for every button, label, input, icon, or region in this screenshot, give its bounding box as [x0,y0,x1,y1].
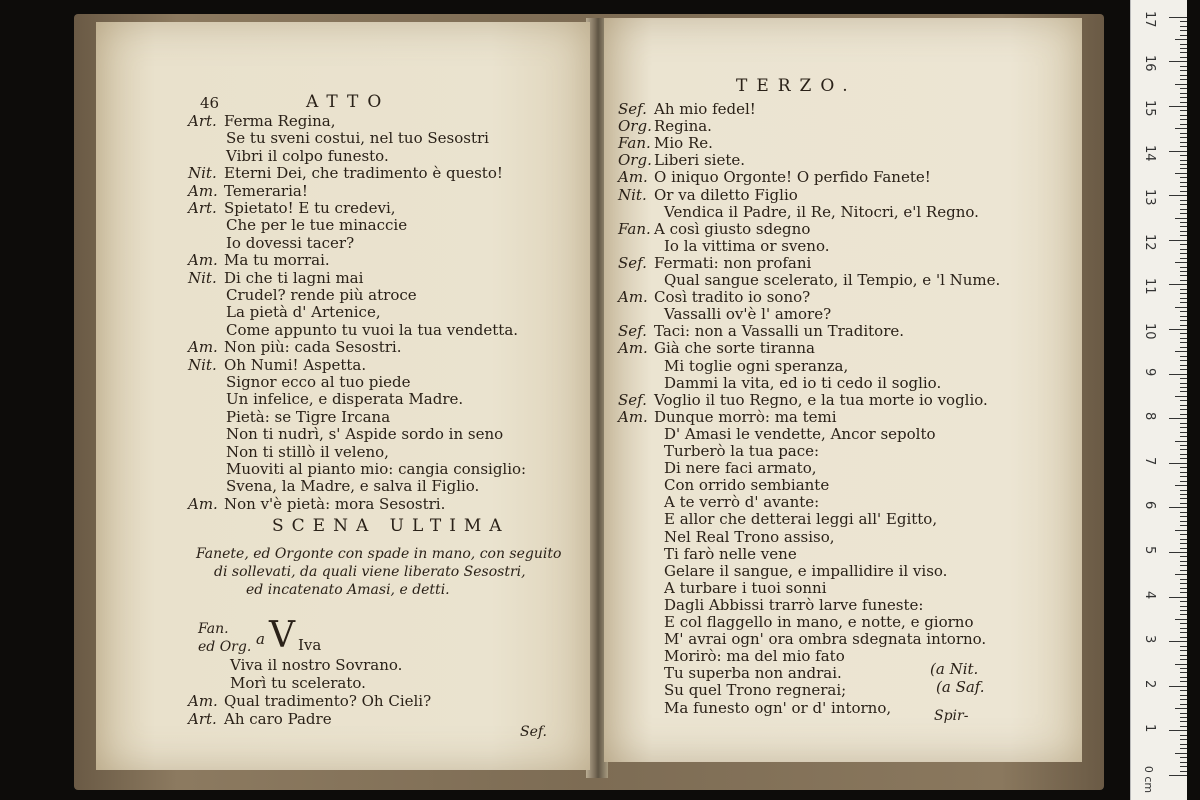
ruler-tick [1180,267,1187,268]
ruler-tick [1175,574,1187,575]
verse-line: Ferma Regina, [224,112,336,130]
ruler-tick [1180,30,1187,31]
ruler-tick [1180,137,1187,138]
verse-line: Ti farò nelle vene [664,544,797,563]
ruler-tick [1180,476,1187,477]
ruler-tick [1180,26,1187,27]
ruler-tick [1180,391,1187,392]
ruler-tick [1180,133,1187,134]
ruler-tick [1180,293,1187,294]
ruler-tick [1180,561,1187,562]
ruler-tick [1180,222,1187,223]
ruler-tick [1180,289,1187,290]
ruler-tick [1180,614,1187,615]
verse-line: Di che ti lagni mai [224,268,364,287]
verse-line: Iva [298,636,322,654]
ruler-number: 8 [1142,412,1157,421]
scene-description-line: di sollevati, da quali viene liberato Sesostri, [214,564,526,580]
ruler-tick [1169,730,1187,731]
ruler-tick [1175,351,1187,352]
ruler-tick [1180,695,1187,696]
ruler-tick [1180,93,1187,94]
ruler-tick [1180,556,1187,557]
verse-line: Pietà: se Tigre Ircana [226,407,391,426]
speaker-label: Nit. [618,185,647,204]
verse-line: Come appunto tu vuoi la tua vendetta. [226,320,519,339]
speaker-label: Sef. [618,253,647,272]
ruler-tick [1169,507,1187,508]
verse-line: La pietà d' Artenice, [226,303,381,322]
ruler-number: 1 [1142,724,1157,733]
ruler-tick [1180,588,1187,589]
verse-line: Se tu sveni costui, nel tuo Sesostri [226,129,489,148]
ruler-tick [1180,66,1187,67]
ruler-tick [1180,739,1187,740]
ruler-tick [1180,320,1187,321]
ruler-tick [1169,418,1187,419]
ruler-tick [1180,164,1187,165]
ruler-tick [1175,753,1187,754]
ruler-tick [1180,748,1187,749]
ruler-tick [1175,173,1187,174]
ruler-tick [1180,717,1187,718]
verse-line: Or va diletto Figlio [654,185,798,204]
ruler-tick [1180,494,1187,495]
ruler-tick [1169,284,1187,285]
ruler-tick [1180,543,1187,544]
ruler-number: 10 [1142,323,1157,340]
ruler-tick [1180,699,1187,700]
ruler-tick [1180,650,1187,651]
ruler-tick [1180,744,1187,745]
ruler-tick [1169,195,1187,196]
verse-line: Di nere faci armato, [664,459,817,478]
speaker-label: Org. [618,117,652,136]
ruler-tick [1180,142,1187,143]
ruler-tick [1180,570,1187,571]
verse-line: Signor ecco al tuo piede [226,373,411,391]
ruler-tick [1180,400,1187,401]
verse-line: Io la vittima or sveno. [664,236,830,255]
ruler-tick [1180,525,1187,526]
ruler-number: 6 [1142,501,1157,510]
ruler-tick [1180,75,1187,76]
ruler-tick [1175,307,1187,308]
ruler-tick [1180,235,1187,236]
ruler-tick [1180,713,1187,714]
ruler-tick [1180,481,1187,482]
ruler-tick [1169,106,1187,107]
ruler-tick [1180,70,1187,71]
ruler-tick [1180,258,1187,259]
ruler-tick [1180,338,1187,339]
ruler-number: 3 [1142,635,1157,644]
aside-direction: (a Saf. [936,678,985,696]
ruler-tick [1180,539,1187,540]
ruler-tick [1180,333,1187,334]
ruler-tick [1180,186,1187,187]
verse-line: Voglio il tuo Regno, e la tua morte io voglio. [654,390,988,409]
ruler-tick [1180,762,1187,763]
ruler-tick [1169,641,1187,642]
ruler-tick [1169,775,1187,776]
ruler-tick [1180,414,1187,415]
ruler-tick [1180,365,1187,366]
ruler-number: 9 [1142,367,1157,376]
verse-line: A turbare i tuoi sonni [664,578,827,597]
speaker-label: Am. [188,251,218,270]
ruler-tick [1180,472,1187,473]
ruler-tick [1180,204,1187,205]
ruler-tick [1180,280,1187,281]
ruler-tick [1180,48,1187,49]
ruler-number: 15 [1142,100,1157,117]
ruler-tick [1175,262,1187,263]
ruler-tick [1180,168,1187,169]
ruler-tick [1169,597,1187,598]
ruler-tick [1180,445,1187,446]
ruler-tick [1175,218,1187,219]
ruler-tick [1180,766,1187,767]
ruler-tick [1180,637,1187,638]
verse-line: Nel Real Trono assiso, [664,527,835,546]
ruler-tick [1175,128,1187,129]
ruler-tick [1180,213,1187,214]
ruler-tick [1180,458,1187,459]
speaker-label: Am. [618,339,648,358]
ruler-tick [1180,655,1187,656]
ruler-tick [1169,329,1187,330]
ruler-tick [1180,503,1187,504]
ruler-tick [1175,619,1187,620]
ruler-tick [1180,191,1187,192]
ruler-tick [1180,57,1187,58]
verse-line: Dammi la vita, ed io ti cedo il soglio. [664,373,942,392]
right-page [604,18,1082,762]
verse-line: Così tradito io sono? [654,288,811,307]
verse-line: E allor che detterai leggi all' Egitto, [664,510,938,529]
speaker-label: Sef. [618,390,647,409]
verse-line: A così giusto sdegno [654,219,811,238]
ruler-tick [1175,530,1187,531]
ruler-tick [1180,35,1187,36]
ruler-tick [1180,231,1187,232]
ruler-tick [1180,44,1187,45]
ruler-tick [1175,84,1187,85]
ruler-tick [1180,628,1187,629]
catchword: Sef. [520,724,548,740]
verse-line: Vibri il colpo funesto. [226,146,389,165]
ruler-tick [1180,378,1187,379]
verse-line: A te verrò d' avante: [664,493,820,512]
ruler-tick [1180,124,1187,125]
ruler-tick [1180,606,1187,607]
ruler-number: 4 [1142,590,1157,599]
ruler-tick [1169,240,1187,241]
ruler-tick [1180,521,1187,522]
ruler-tick [1180,182,1187,183]
ruler-tick [1180,423,1187,424]
verse-line: Muoviti al pianto mio: cangia consiglio: [226,460,527,478]
ruler-tick [1180,88,1187,89]
ruler-tick [1180,583,1187,584]
ruler-tick [1180,757,1187,758]
ruler-tick [1180,427,1187,428]
speaker-label: Am. [618,288,648,307]
verse-line: Non ti stillò il veleno, [226,442,389,461]
speaker-label: Fan. [618,134,651,153]
ruler-tick [1180,432,1187,433]
ruler-tick [1180,271,1187,272]
ruler-tick [1180,369,1187,370]
ruler-tick [1169,17,1187,18]
verse-line: Spietato! E tu credevi, [224,199,396,217]
ruler-tick [1180,79,1187,80]
speaker-label: Art. [188,112,217,130]
ruler-tick [1180,160,1187,161]
verse-line: Liberi siete. [654,151,746,170]
ruler-tick [1180,467,1187,468]
speaker-label: Art. [188,199,217,217]
verse-line: M' avrai ogn' ora ombra sdegnata intorno. [664,630,987,649]
ruler-tick [1180,409,1187,410]
verse-line: D' Amasi le vendette, Ancor sepolto [664,424,936,443]
ruler-tick [1180,311,1187,312]
verse-line: Un infelice, e disperata Madre. [226,390,464,409]
ruler-tick [1180,275,1187,276]
ruler-tick [1180,632,1187,633]
speaker-label: Am. [188,692,218,710]
ruler-tick [1180,646,1187,647]
ruler-tick [1175,708,1187,709]
measuring-ruler [1130,0,1187,800]
verse-line: Temeraria! [224,181,308,200]
verse-line: Su quel Trono regnerai; [664,681,847,700]
verse-line: Gelare il sangue, e impallidire il viso. [664,561,948,580]
ruler-number: 7 [1142,456,1157,466]
ruler-tick [1180,21,1187,22]
verse-line: Eterni Dei, che tradimento è questo! [224,164,503,183]
stage-direction: a [256,630,265,648]
ruler-tick [1180,516,1187,517]
scene-title: SCENA ULTIMA [272,516,510,536]
ruler-tick [1175,485,1187,486]
speaker-label: Am. [618,407,648,426]
ruler-number: 13 [1142,189,1157,206]
verse-line: Che per le tue minaccie [226,216,408,235]
speaker-label: Am. [618,168,648,187]
ruler-tick [1180,146,1187,147]
ruler-tick [1180,623,1187,624]
verse-line: Svena, la Madre, e salva il Figlio. [226,477,480,496]
verse-line: Turberò la tua pace: [664,442,820,460]
ruler-tick [1180,253,1187,254]
ruler-tick [1180,659,1187,660]
speaker-label: ed Org. [198,639,252,655]
ruler-tick [1180,302,1187,303]
ruler-tick [1175,396,1187,397]
verse-line: Dunque morrò: ma temi [654,407,837,426]
ruler-tick [1169,552,1187,553]
scene-description-line: Fanete, ed Orgonte con spade in mano, con seguito [196,546,562,562]
ruler-tick [1180,249,1187,250]
ruler-tick [1175,39,1187,40]
catchword: Spir- [934,708,969,724]
ruler-unit: 0 cm [1142,765,1156,794]
verse-line: Ma tu morrai. [224,251,330,270]
verse-line: Morirò: ma del mio fato [664,647,845,666]
ruler-tick [1180,298,1187,299]
ruler-tick [1180,347,1187,348]
ruler-tick [1180,383,1187,384]
ruler-tick [1180,102,1187,103]
ruler-tick [1180,226,1187,227]
verse-line: Morì tu scelerato. [230,674,366,692]
ruler-number: 16 [1142,55,1157,72]
ruler-number: 2 [1142,679,1157,689]
ruler-tick [1175,664,1187,665]
ruler-tick [1180,534,1187,535]
ruler-tick [1180,97,1187,98]
ruler-tick [1180,735,1187,736]
verse-line: Oh Numi! Aspetta. [224,355,367,374]
ruler-tick [1180,387,1187,388]
ruler-tick [1169,686,1187,687]
ruler-tick [1180,668,1187,669]
ruler-tick [1169,374,1187,375]
ruler-tick [1180,601,1187,602]
ruler-tick [1180,360,1187,361]
speaker-label: Fan. [198,621,229,637]
ruler-tick [1180,342,1187,343]
ruler-tick [1180,110,1187,111]
ruler-tick [1180,721,1187,722]
ruler-tick [1169,61,1187,62]
speaker-label: Fan. [618,219,651,238]
ruler-tick [1180,548,1187,549]
verse-line: Tu superba non andrai. [664,664,842,683]
ruler-tick [1180,681,1187,682]
speaker-label: Nit. [188,268,217,287]
ruler-tick [1180,325,1187,326]
ruler-tick [1180,449,1187,450]
speaker-label: Am. [188,181,218,200]
verse-line: Mi toglie ogni speranza, [664,356,849,375]
aside-direction: (a Nit. [930,660,979,678]
ruler-tick [1180,690,1187,691]
speaker-label: Art. [188,710,217,728]
speaker-label: Org. [618,151,652,170]
ruler-tick [1180,512,1187,513]
ruler-tick [1180,244,1187,245]
verse-line: Qual sangue scelerato, il Tempio, e 'l Nume. [664,271,1001,289]
ruler-tick [1180,592,1187,593]
verse-line: Qual tradimento? Oh Cieli? [224,692,432,710]
ruler-tick [1180,677,1187,678]
page-number: 46 [200,94,220,112]
ruler-tick [1180,405,1187,406]
verse-line: Non v'è pietà: mora Sesostri. [224,494,446,513]
ruler-tick [1180,155,1187,156]
verse-line: Con orrido sembiante [664,476,830,495]
ruler-tick [1180,115,1187,116]
verse-line: Fermati: non profani [654,253,812,272]
running-header-left: ATTO [306,92,391,112]
ruler-tick [1180,316,1187,317]
speaker-label: Nit. [188,355,217,374]
verse-line: Taci: non a Vassalli un Traditore. [654,322,905,341]
speaker-label: Am. [188,338,218,357]
ruler-tick [1180,436,1187,437]
ruler-tick [1180,52,1187,53]
verse-line: Mio Re. [654,134,713,153]
verse-line: E col flaggello in mano, e notte, e giorno [664,613,974,631]
verse-line: Già che sorte tiranna [654,339,815,358]
verse-line: Non più: cada Sesostri. [224,338,402,357]
speaker-label: Nit. [188,164,217,183]
verse-line: Vassalli ov'è l' amore? [664,305,832,324]
left-page [96,22,590,770]
verse-line: Ma funesto ogn' or d' intorno, [664,698,892,717]
scene-description-line: ed incatenato Amasi, e detti. [246,582,450,598]
speaker-label: Am. [188,494,218,513]
ruler-tick [1180,356,1187,357]
verse-line: Regina. [654,117,712,136]
verse-line: O iniquo Orgonte! O perfido Fanete! [654,168,931,187]
ruler-tick [1180,119,1187,120]
speaker-label: Sef. [618,100,647,118]
verse-line: Viva il nostro Sovrano. [230,656,403,674]
ruler-number: 17 [1142,10,1157,28]
ruler-number: 12 [1142,233,1157,251]
ruler-tick [1180,610,1187,611]
ruler-number: 11 [1142,278,1157,295]
speaker-label: Sef. [618,322,647,341]
ruler-number: 5 [1142,546,1157,555]
verse-line: Vendica il Padre, il Re, Nitocri, e'l Regno. [664,202,979,221]
verse-line: Io dovessi tacer? [226,233,355,252]
ruler-tick [1180,490,1187,491]
ruler-tick [1180,200,1187,201]
verse-line: Non ti nudrì, s' Aspide sordo in seno [226,425,504,444]
ruler-tick [1180,579,1187,580]
verse-line: Ah mio fedel! [654,100,756,118]
verse-line: Ah caro Padre [224,710,332,728]
ruler-number: 14 [1142,144,1157,162]
ruler-tick [1180,454,1187,455]
verse-line: Crudel? rende più atroce [226,286,417,304]
ruler-tick [1180,704,1187,705]
ruler-tick [1180,565,1187,566]
running-header-right: TERZO. [736,76,857,96]
ruler-tick [1180,209,1187,210]
ruler-tick [1180,177,1187,178]
ruler-tick [1180,498,1187,499]
ruler-tick [1175,441,1187,442]
drop-capital: V [269,615,295,656]
verse-line: Dagli Abbissi trarrò larve funeste: [664,595,924,614]
ruler-tick [1169,463,1187,464]
ruler-tick [1180,726,1187,727]
ruler-tick [1180,672,1187,673]
ruler-tick [1180,771,1187,772]
ruler-tick [1169,151,1187,152]
